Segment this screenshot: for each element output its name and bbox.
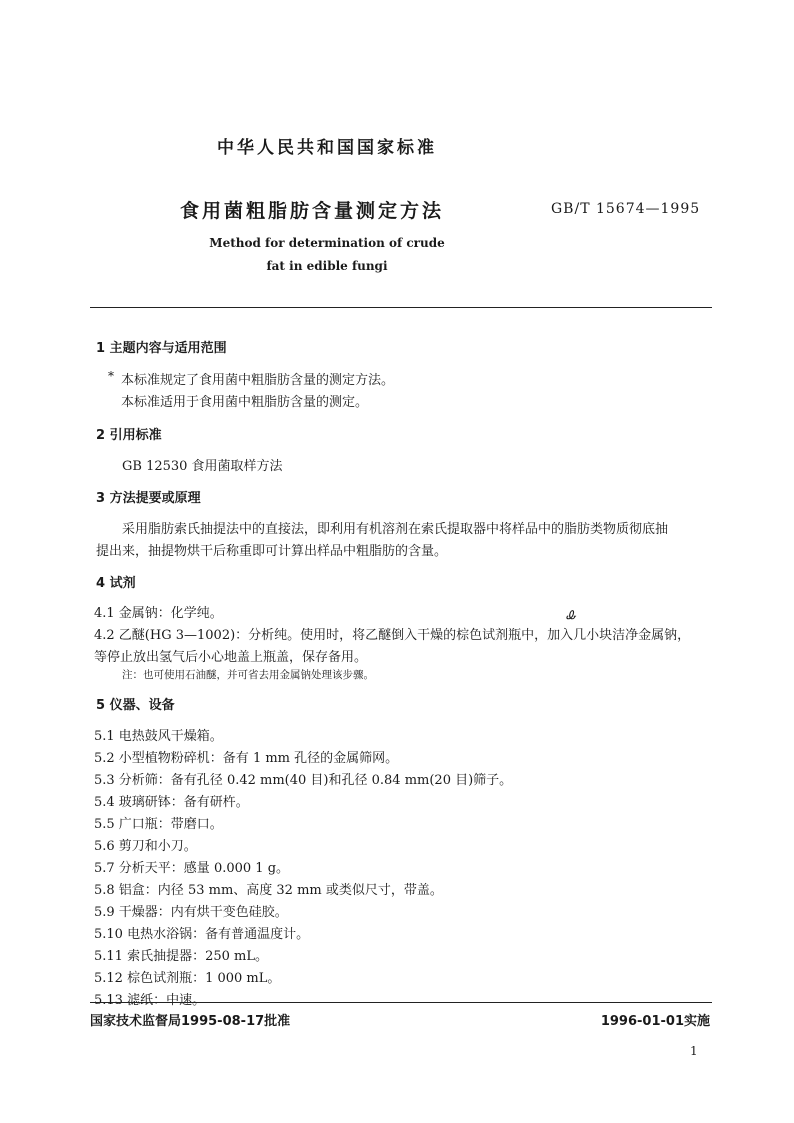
page-number: 1 [690, 1044, 698, 1058]
list-item: 5.3 分析筛：备有孔径 0.42 mm(40 目)和孔径 0.84 mm(20 目)筛子。 [94, 773, 513, 788]
margin-asterisk: * [108, 369, 114, 383]
list-item: 5.12 棕色试剂瓶：1 000 mL。 [94, 971, 281, 986]
footer-divider [90, 1002, 712, 1003]
implementation-date: 1996-01-01实施 [600, 1014, 710, 1029]
standard-code: GB/T 15674—1995 [551, 201, 701, 217]
section-1-paragraph-1: 本标准规定了食用菌中粗脂肪含量的测定方法。 [121, 373, 395, 388]
national-standard-heading: 中华人民共和国国家标准 [217, 138, 437, 158]
section-3-paragraph-line-2: 提出来，抽提物烘干后称重即可计算出样品中粗脂肪的含量。 [96, 544, 448, 559]
note: 注：也可使用石油醚，并可省去用金属钠处理该步骤。 [122, 669, 374, 681]
list-item: 5.6 剪刀和小刀。 [94, 839, 197, 854]
list-item: 5.4 玻璃研钵：备有研杵。 [94, 795, 249, 810]
handwritten-margin-mark: Ꮂ [566, 608, 577, 622]
document-title: 食用菌粗脂肪含量测定方法 [180, 200, 445, 222]
section-3-heading: 3 方法提要或原理 [96, 491, 201, 506]
header-divider [90, 307, 712, 308]
list-item: 5.2 小型植物粉碎机：备有 1 mm 孔径的金属筛网。 [94, 751, 399, 766]
section-5-heading: 5 仪器、设备 [96, 698, 175, 713]
english-title-line-2: fat in edible fungi [266, 259, 388, 273]
list-item: 5.7 分析天平：感量 0.000 1 g。 [94, 861, 290, 876]
item-4-2-continued: 等停止放出氢气后小心地盖上瓶盖，保存备用。 [94, 650, 368, 665]
section-2-reference: GB 12530 食用菌取样方法 [122, 459, 283, 474]
section-3-paragraph-line-1: 采用脂肪索氏抽提法中的直接法，即利用有机溶剂在索氏提取器中将样品中的脂肪类物质彻底抽 [122, 522, 669, 537]
list-item: 5.11 索氏抽提器：250 mL。 [94, 949, 268, 964]
list-item: 5.8 铝盒：内径 53 mm、高度 32 mm 或类似尺寸，带盖。 [94, 883, 443, 898]
approval-line: 国家技术监督局1995-08-17批准 [90, 1014, 291, 1029]
english-title-line-1: Method for determination of crude [209, 236, 445, 250]
section-2-heading: 2 引用标准 [96, 428, 162, 443]
list-item: 5.9 干燥器：内有烘干变色硅胶。 [94, 905, 288, 920]
section-4-heading: 4 试剂 [96, 576, 136, 591]
item-4-1: 4.1 金属钠：化学纯。 [94, 606, 223, 621]
list-item: 5.13 滤纸：中速。 [94, 993, 206, 1008]
item-4-2: 4.2 乙醚(HG 3—1002)：分析纯。使用时，将乙醚倒入干燥的棕色试剂瓶中，加入几小块洁净金属钠， [94, 628, 691, 643]
section-1-paragraph-2: 本标准适用于食用菌中粗脂肪含量的测定。 [121, 395, 369, 410]
list-item: 5.1 电热鼓风干燥箱。 [94, 729, 223, 744]
section-1-heading: 1 主题内容与适用范围 [96, 341, 227, 356]
list-item: 5.10 电热水浴锅：备有普通温度计。 [94, 927, 310, 942]
list-item: 5.5 广口瓶：带磨口。 [94, 817, 223, 832]
